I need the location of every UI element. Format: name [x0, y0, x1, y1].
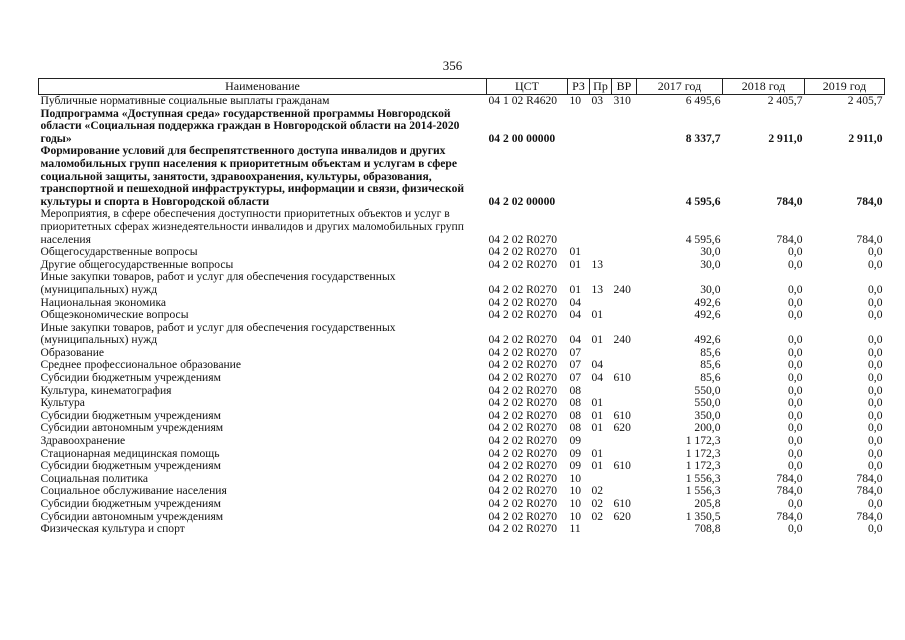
cell-pr: 01: [591, 408, 604, 422]
cell-vr: [612, 309, 637, 322]
cell-name: Общеэкономические вопросы: [40, 308, 189, 322]
cell-y2019: 0,0: [868, 446, 883, 460]
cell-y2018: 2 405,7: [767, 94, 803, 107]
cell-cst: 04 2 02 R0270: [488, 471, 558, 485]
table-body: [39, 95, 885, 536]
cell-y2017: 1 172,3: [685, 434, 721, 448]
cell-vr: [612, 297, 637, 310]
cell-y2018: 0,0: [788, 459, 803, 473]
cell-y2019: 784,0: [856, 484, 883, 498]
cell-rz: 07: [569, 371, 582, 385]
table-row: [39, 385, 885, 398]
cell-name: Публичные нормативные социальные выплаты гражданам: [40, 94, 330, 107]
cell-name: Социальная политика: [40, 471, 149, 485]
cell-cst: 04 2 02 R0270: [488, 446, 558, 460]
cell-y2018: 0,0: [788, 282, 803, 296]
cell-vr: 620: [613, 509, 631, 523]
table-row: [39, 397, 885, 410]
cell-y2017: 4 595,6: [685, 194, 721, 208]
cell-pr: 04: [591, 358, 604, 372]
cell-rz: 10: [569, 94, 582, 107]
header-2017: 2017 год: [637, 79, 723, 95]
table-row: [39, 309, 885, 322]
cell-cst: 04 2 02 R0270: [488, 421, 558, 435]
table-row: [39, 322, 885, 347]
cell-vr: [612, 208, 637, 246]
table-row: [39, 208, 885, 246]
header-name: Наименование: [39, 79, 487, 95]
cell-y2019: 0,0: [868, 282, 883, 296]
cell-cst: 04 2 02 R0270: [488, 257, 558, 271]
cell-name: Образование: [40, 345, 105, 359]
cell-vr: 240: [613, 333, 631, 347]
cell-name: Среднее профессиональное образование: [40, 358, 242, 372]
cell-cst: 04 2 02 R0270: [488, 408, 558, 422]
cell-rz: 10: [569, 484, 582, 498]
cell-y2018: 0,0: [788, 396, 803, 410]
cell-y2018: 0,0: [788, 308, 803, 322]
cell-cst: 04 2 02 R0270: [488, 484, 558, 498]
cell-y2019: 0,0: [868, 371, 883, 385]
table-row: [39, 271, 885, 296]
cell-rz: 10: [569, 509, 582, 523]
cell-cst: 04 2 02 R0270: [488, 308, 558, 322]
cell-cst: 04 2 00 00000: [488, 131, 556, 145]
cell-vr: 620: [613, 421, 631, 435]
cell-cst: 04 2 02 R0270: [488, 295, 558, 309]
table-row: [39, 95, 885, 108]
cell-y2017: 492,6: [694, 295, 721, 309]
cell-rz: 01: [569, 282, 582, 296]
cell-y2017: 492,6: [694, 333, 721, 347]
cell-name: Субсидии автономным учреждениям: [40, 509, 224, 523]
cell-y2018: 784,0: [776, 471, 803, 485]
cell-rz: 11: [569, 522, 581, 536]
cell-cst: 04 2 02 R0270: [488, 371, 558, 385]
cell-y2019: 0,0: [868, 421, 883, 435]
cell-rz: 09: [569, 459, 582, 473]
cell-y2018: 0,0: [788, 522, 803, 536]
cell-name: Субсидии бюджетным учреждениям: [40, 371, 221, 385]
cell-name: Национальная экономика: [40, 295, 167, 309]
cell-y2018: 0,0: [788, 358, 803, 372]
cell-y2018: 2 911,0: [768, 131, 803, 145]
cell-pr: 02: [591, 484, 604, 498]
cell-pr: [590, 208, 612, 246]
cell-y2019: 2 405,7: [847, 94, 883, 107]
cell-cst: 04 2 02 R0270: [488, 358, 558, 372]
cell-y2019: 784,0: [856, 471, 883, 485]
cell-pr: [590, 108, 612, 146]
cell-cst: 04 2 02 R0270: [488, 434, 558, 448]
cell-vr: [612, 473, 637, 486]
cell-y2018: 784,0: [776, 484, 803, 498]
cell-cst: 04 2 02 R0270: [488, 333, 558, 347]
cell-vr: 610: [613, 459, 631, 473]
cell-y2017: 85,6: [700, 345, 721, 359]
cell-cst: 04 2 02 R0270: [488, 459, 558, 473]
cell-y2017: 350,0: [694, 408, 721, 422]
cell-y2018: 784,0: [776, 194, 803, 208]
cell-vr: 610: [613, 371, 631, 385]
cell-y2019: 0,0: [868, 245, 883, 259]
cell-y2018: 0,0: [788, 383, 803, 397]
cell-pr: 02: [591, 509, 604, 523]
cell-name: Подпрограмма «Доступная среда» государственной программы Новгородской области «Социальная поддержка граждан в Новгородской области на 2014-2020 годы»: [40, 106, 460, 145]
cell-cst: 04 2 02 00000: [488, 194, 556, 208]
header-cst: ЦСТ: [487, 79, 568, 95]
cell-y2017: 1 556,3: [685, 471, 721, 485]
budget-table: [38, 78, 885, 536]
table-row: [39, 422, 885, 435]
cell-vr: [612, 246, 637, 259]
cell-y2019: 0,0: [868, 522, 883, 536]
cell-vr: [612, 397, 637, 410]
header-2018: 2018 год: [723, 79, 805, 95]
cell-rz: 07: [569, 345, 582, 359]
cell-rz: [568, 208, 590, 246]
table-row: [39, 498, 885, 511]
header-rz: РЗ: [568, 79, 590, 95]
cell-rz: 01: [569, 257, 582, 271]
table-row: [39, 246, 885, 259]
cell-y2017: 205,8: [694, 497, 721, 510]
cell-pr: 01: [591, 446, 604, 460]
cell-name: Культура: [40, 396, 85, 410]
cell-rz: [568, 145, 590, 208]
cell-y2019: 0,0: [868, 308, 883, 322]
table-row: [39, 108, 885, 146]
cell-name: Мероприятия, в сфере обеспечения доступности приоритетных объектов и услуг в приоритетных сферах жизнедеятельности инвалидов и других маломобильных групп населения: [40, 207, 464, 246]
cell-name: Субсидии бюджетным учреждениям: [40, 497, 221, 510]
cell-cst: 04 2 02 R0270: [488, 345, 558, 359]
cell-name: Субсидии бюджетным учреждениям: [40, 459, 221, 473]
cell-rz: 08: [569, 383, 582, 397]
cell-rz: 07: [569, 358, 582, 372]
cell-y2019: 784,0: [856, 232, 883, 246]
cell-vr: 240: [613, 282, 631, 296]
cell-y2017: 200,0: [694, 421, 721, 435]
cell-y2019: 0,0: [868, 358, 883, 372]
cell-y2019: 0,0: [868, 345, 883, 359]
cell-rz: 04: [569, 308, 582, 322]
cell-y2017: 550,0: [694, 396, 721, 410]
cell-cst: 04 2 02 R0270: [488, 497, 558, 510]
cell-y2018: 0,0: [788, 295, 803, 309]
cell-y2017: 708,8: [694, 522, 721, 536]
cell-rz: 08: [569, 396, 582, 410]
cell-vr: [612, 347, 637, 360]
cell-cst: 04 2 02 R0270: [488, 383, 558, 397]
cell-rz: 04: [569, 295, 582, 309]
table-row: [39, 435, 885, 448]
cell-vr: [612, 385, 637, 398]
cell-pr: 13: [591, 257, 604, 271]
cell-y2017: 30,0: [700, 282, 721, 296]
cell-name: Физическая культура и спорт: [40, 522, 185, 536]
cell-y2017: 30,0: [700, 257, 721, 271]
cell-y2017: 492,6: [694, 308, 721, 322]
page-number: 356: [442, 58, 463, 73]
cell-y2018: 784,0: [776, 232, 803, 246]
cell-y2018: 0,0: [788, 497, 803, 510]
cell-pr: [590, 523, 612, 536]
cell-name: Социальное обслуживание населения: [40, 484, 227, 498]
cell-y2017: 8 337,7: [685, 131, 721, 145]
cell-pr: 01: [591, 459, 604, 473]
cell-rz: [568, 108, 590, 146]
cell-y2017: 85,6: [700, 371, 721, 385]
cell-cst: 04 2 02 R0270: [488, 522, 558, 536]
cell-name: Другие общегосударственные вопросы: [40, 257, 234, 271]
cell-y2018: 784,0: [776, 509, 803, 523]
table-header: [39, 79, 885, 95]
cell-y2017: 1 556,3: [685, 484, 721, 498]
cell-vr: 610: [613, 497, 631, 510]
cell-rz: 08: [569, 408, 582, 422]
cell-pr: 01: [591, 308, 604, 322]
cell-y2019: 0,0: [868, 497, 883, 510]
cell-pr: 01: [591, 333, 604, 347]
cell-cst: 04 1 02 R4620: [488, 94, 558, 107]
cell-y2018: 0,0: [788, 421, 803, 435]
cell-name: Субсидии автономным учреждениям: [40, 421, 224, 435]
cell-y2017: 6 495,6: [685, 94, 721, 107]
cell-y2019: 0,0: [868, 396, 883, 410]
cell-name: Иные закупки товаров, работ и услуг для обеспечения государственных (муниципальных) нужд: [40, 320, 396, 347]
cell-rz: 04: [569, 333, 582, 347]
cell-pr: 04: [591, 371, 604, 385]
cell-cst: 04 2 02 R0270: [488, 509, 558, 523]
cell-name: Культура, кинематография: [40, 383, 172, 397]
cell-name: Стационарная медицинская помощь: [40, 446, 220, 460]
cell-y2017: 550,0: [694, 383, 721, 397]
cell-y2019: 784,0: [856, 194, 883, 208]
cell-vr: [612, 145, 637, 208]
cell-y2018: 0,0: [788, 408, 803, 422]
header-vr: ВР: [612, 79, 637, 95]
cell-vr: [612, 523, 637, 536]
cell-y2019: 0,0: [868, 408, 883, 422]
cell-y2017: 85,6: [700, 358, 721, 372]
cell-pr: 01: [591, 396, 604, 410]
cell-vr: 310: [613, 94, 631, 107]
cell-vr: [612, 108, 637, 146]
cell-pr: 13: [591, 282, 604, 296]
cell-name: Иные закупки товаров, работ и услуг для обеспечения государственных (муниципальных) нужд: [40, 270, 396, 296]
cell-name: Здравоохранение: [40, 434, 126, 448]
table-row: [39, 523, 885, 536]
table-row: [39, 145, 885, 208]
cell-cst: 04 2 02 R0270: [488, 232, 558, 246]
cell-cst: 04 2 02 R0270: [488, 245, 558, 259]
cell-cst: 04 2 02 R0270: [488, 282, 558, 296]
cell-y2018: 0,0: [788, 257, 803, 271]
cell-vr: 610: [613, 408, 631, 422]
cell-y2017: 30,0: [700, 245, 721, 259]
cell-y2017: 1 350,5: [685, 509, 721, 523]
cell-y2019: 0,0: [868, 295, 883, 309]
cell-y2018: 0,0: [788, 333, 803, 347]
cell-name: Субсидии бюджетным учреждениям: [40, 408, 221, 422]
table-row: [39, 372, 885, 385]
table-row: [39, 460, 885, 473]
cell-name: Формирование условий для беспрепятственного доступа инвалидов и других маломобильных групп населения к приоритетным объектам и услугам в сфере социальной защиты, занятости, здравоохранения, культуры, образования, транспортной и пешеходной инфраструктуры, информации и связи, физической культуры и спорта в Новгородской области: [40, 144, 465, 208]
cell-pr: 01: [591, 421, 604, 435]
cell-y2019: 2 911,0: [848, 131, 883, 145]
cell-cst: 04 2 02 R0270: [488, 396, 558, 410]
cell-y2019: 0,0: [868, 434, 883, 448]
header-pr: Пр: [590, 79, 612, 95]
cell-y2018: 0,0: [788, 371, 803, 385]
cell-y2018: 0,0: [788, 434, 803, 448]
cell-y2019: 0,0: [868, 257, 883, 271]
cell-rz: 08: [569, 421, 582, 435]
cell-y2018: 0,0: [788, 345, 803, 359]
cell-rz: 10: [569, 497, 582, 510]
cell-rz: 01: [569, 245, 582, 259]
cell-vr: [612, 259, 637, 272]
cell-name: Общегосударственные вопросы: [40, 245, 198, 259]
cell-pr: [590, 145, 612, 208]
cell-pr: 03: [591, 94, 604, 107]
cell-y2018: 0,0: [788, 245, 803, 259]
cell-rz: 09: [569, 434, 582, 448]
cell-pr: [590, 435, 612, 448]
cell-rz: 10: [569, 471, 582, 485]
cell-y2018: 0,0: [788, 446, 803, 460]
cell-y2019: 0,0: [868, 333, 883, 347]
cell-y2017: 1 172,3: [685, 446, 721, 460]
cell-pr: [590, 246, 612, 259]
cell-y2019: 0,0: [868, 459, 883, 473]
cell-y2019: 784,0: [856, 509, 883, 523]
cell-rz: 09: [569, 446, 582, 460]
header-2019: 2019 год: [805, 79, 885, 95]
cell-pr: 02: [591, 497, 604, 510]
cell-y2019: 0,0: [868, 383, 883, 397]
cell-y2017: 4 595,6: [685, 232, 721, 246]
cell-vr: [612, 435, 637, 448]
cell-y2017: 1 172,3: [685, 459, 721, 473]
